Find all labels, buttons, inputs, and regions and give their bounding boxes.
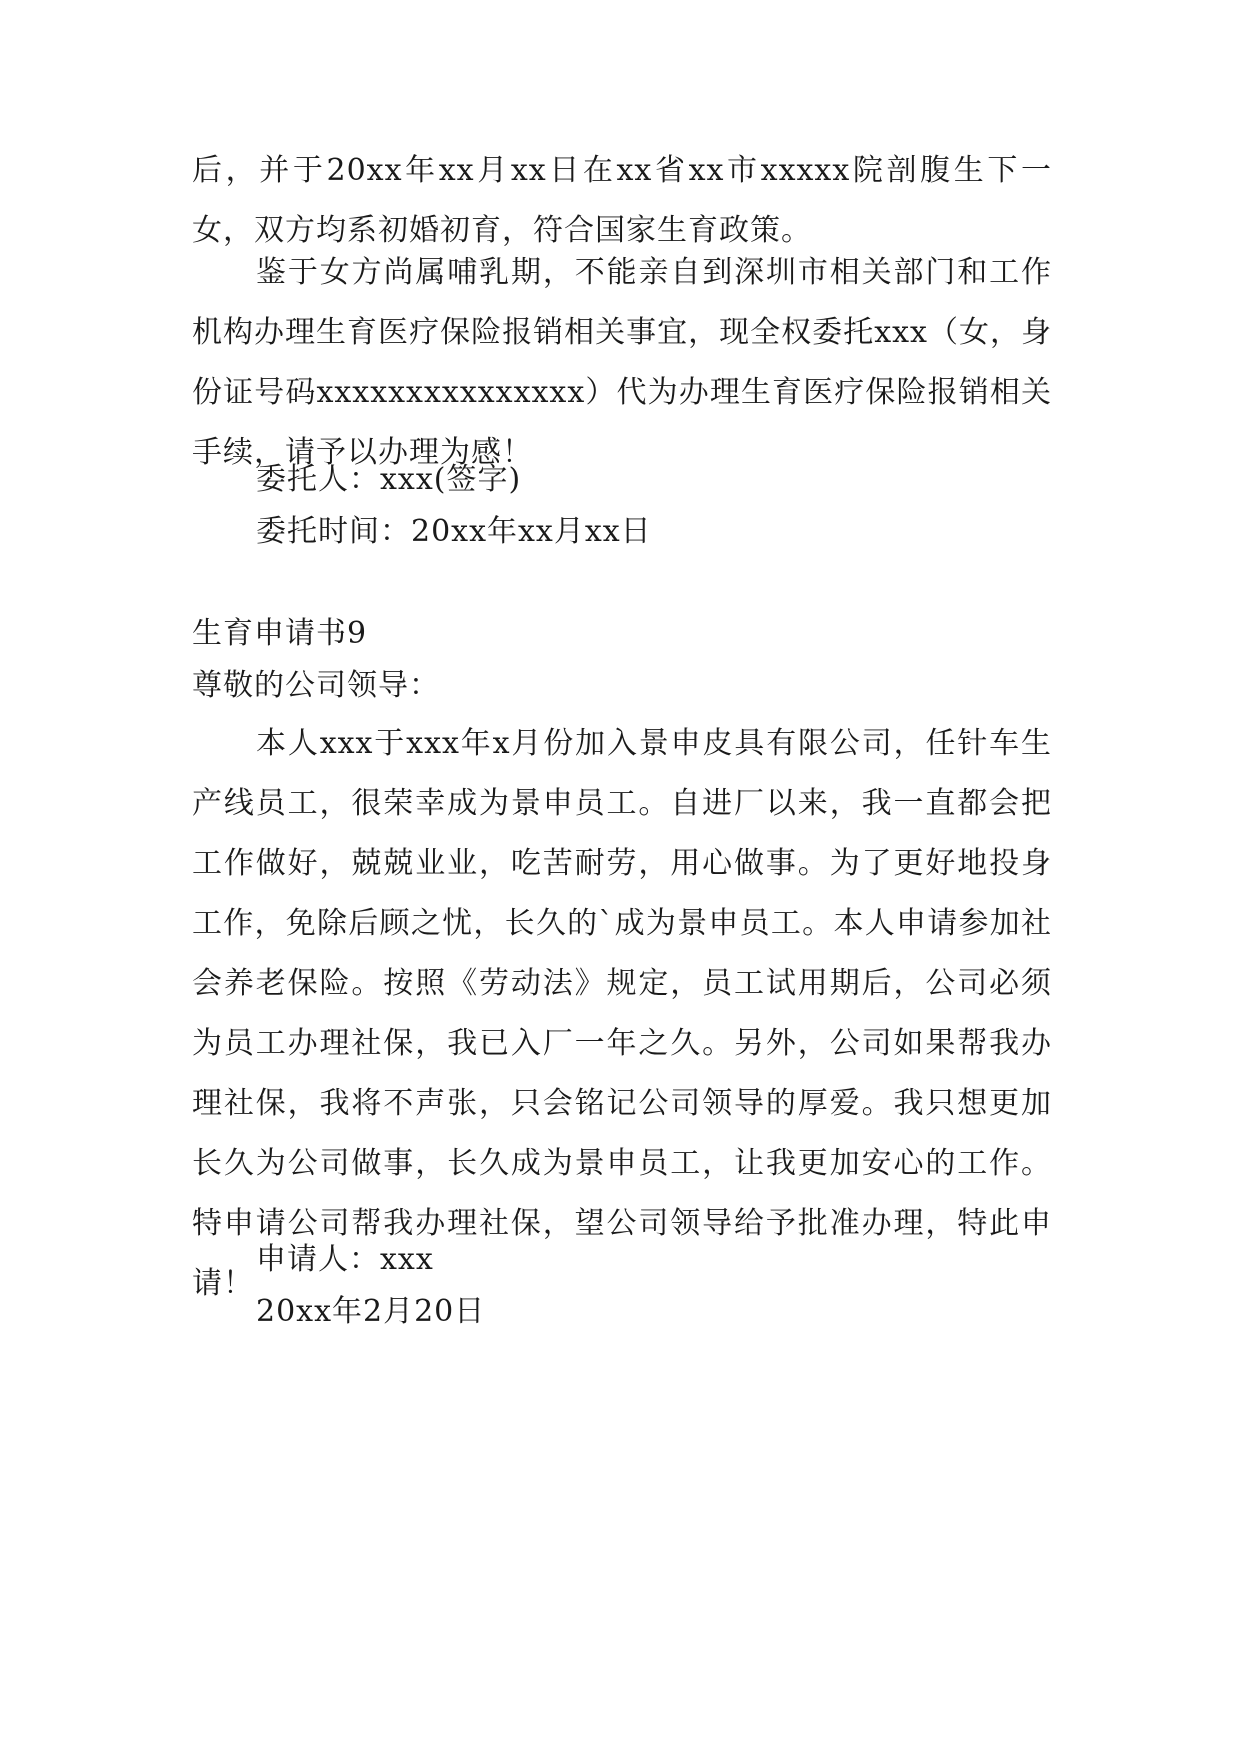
paragraph-application: 本人xxx于xxx年x月份加入景申皮具有限公司，任针车生产线员工，很荣幸成为景申员工。自进厂以来，我一直都会把工作做好，兢兢业业，吃苦耐劳，用心做事。为了更好地投身工作，免除后顾之忧，长久的`成为景申员工。本人申请参加社会养老保险。按照《劳动法》规定，员工试用期后，公司必须为员工办理社保，我已入厂一年之久。另外，公司如果帮我办理社保，我将不声张，只会铭记公司领导的厚爱。我只想更加长久为公司做事，长久成为景申员工，让我更加安心的工作。特申请公司帮我办理社保，望公司领导给予批准办理，特此申请！: [192, 726, 1052, 1301]
date-line: 20xx年2月20日: [256, 1294, 486, 1329]
entrust-time-line: 委托时间：20xx年xx月xx日: [256, 514, 652, 549]
section-title: 生育申请书9: [192, 616, 368, 651]
paragraph-entrustment: 鉴于女方尚属哺乳期，不能亲自到深圳市相关部门和工作机构办理生育医疗保险报销相关事宜，现全权委托xxx（女，身份证号码xxxxxxxxxxxxxxx）代为办理生育医疗保险报销相关手续，请予以办理为感！: [192, 255, 1052, 470]
paragraph-continuation: 后，并于20xx年xx月xx日在xx省xx市xxxxx院剖腹生下一女，双方均系初婚初育，符合国家生育政策。: [192, 153, 1052, 248]
entrustor-line: 委托人：xxx(签字): [256, 462, 522, 497]
applicant-line: 申请人：xxx: [256, 1242, 434, 1277]
salutation: 尊敬的公司领导：: [192, 668, 440, 703]
